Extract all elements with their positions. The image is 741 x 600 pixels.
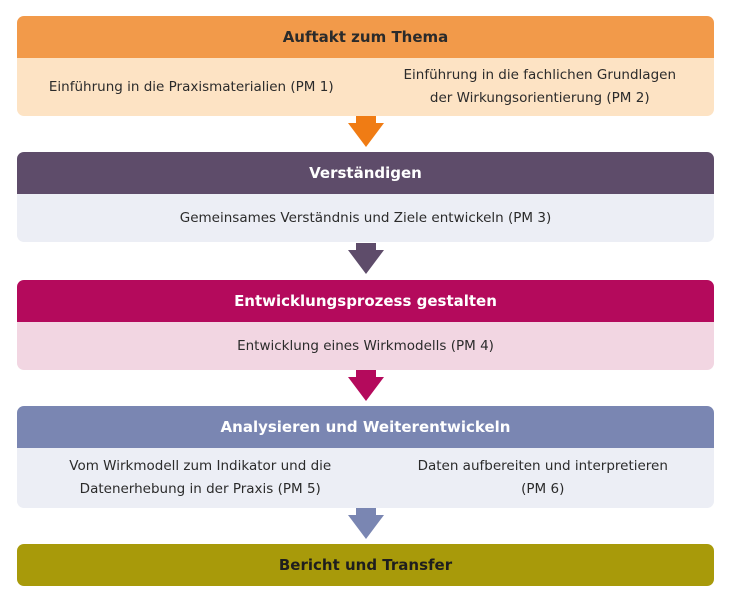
stage-analysieren — [17, 406, 714, 508]
stage-entwicklungsprozess-title: Entwicklungsprozess gestalten — [234, 292, 497, 310]
stage-entwicklungsprozess-header — [17, 280, 714, 322]
stage-verstaendigen-body — [17, 194, 714, 242]
stage-analysieren-item-pm5: Vom Wirkmodell zum Indikator und die Datenerhebung in der Praxis (PM 5) — [69, 458, 332, 497]
stage-verstaendigen-title: Verständigen — [309, 164, 422, 182]
stage-entwicklungsprozess — [17, 280, 714, 370]
stage-auftakt-item-pm1: Einführung in die Praxismaterialien (PM 1) — [48, 78, 334, 95]
stage-verstaendigen — [17, 152, 714, 242]
stage-auftakt-body — [17, 58, 714, 116]
stage-bericht-transfer — [17, 544, 714, 586]
stage-verstaendigen-item-pm3: Gemeinsames Verständnis und Ziele entwickeln (PM 3) — [179, 209, 552, 226]
stage-verstaendigen-header — [17, 152, 714, 194]
stage-bericht-transfer-header — [17, 544, 714, 586]
stage-analysieren-item-pm6: Daten aufbereiten und interpretieren (PM 6) — [417, 458, 668, 497]
stage-auftakt-header — [17, 16, 714, 58]
stage-auftakt-item-pm2: Einführung in die fachlichen Grundlagen der Wirkungsorientierung (PM 2) — [403, 67, 677, 106]
stage-auftakt-title: Auftakt zum Thema — [282, 28, 449, 46]
stage-bericht-transfer-title: Bericht und Transfer — [278, 556, 453, 574]
stage-analysieren-header — [17, 406, 714, 448]
stage-entwicklungsprozess-body — [17, 322, 714, 370]
stage-analysieren-title: Analysieren und Weiterentwickeln — [220, 418, 511, 436]
stage-entwicklungsprozess-item-pm4: Entwicklung eines Wirkmodells (PM 4) — [237, 337, 494, 354]
stage-auftakt — [17, 16, 714, 116]
stage-analysieren-body — [17, 448, 714, 508]
